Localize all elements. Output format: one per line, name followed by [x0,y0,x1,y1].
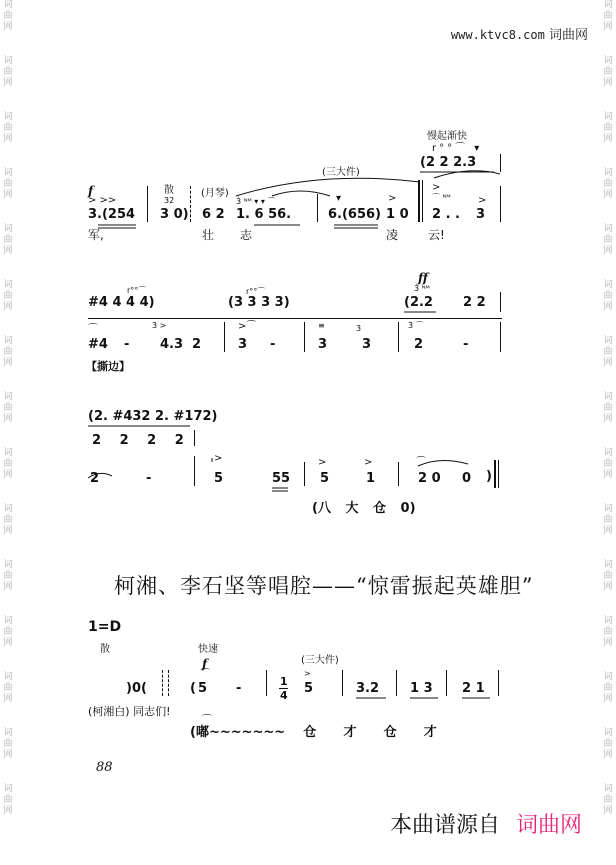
page-number: 88 [96,760,113,775]
fermata: ⌒ [200,669,210,680]
watermark-char: 曲 [3,123,13,133]
time-signature-bottom: 4 [280,689,288,702]
watermark-char: 网 [3,526,13,536]
note-group: 2 2 2 2 [92,433,184,448]
grace-marks: > [304,669,311,678]
site-name: 词曲网 [548,28,588,43]
time-signature-top: 1 [280,675,288,688]
watermark-char: 曲 [3,683,13,693]
watermark-char: 词 [603,280,613,290]
watermark-char: 曲 [3,459,13,469]
watermark-char: 网 [3,22,13,32]
watermark-char: 网 [3,358,13,368]
watermark-char: 曲 [3,291,13,301]
watermark-char: 曲 [3,179,13,189]
note: 1 3 [410,681,433,696]
watermark-char: 网 [603,246,613,256]
watermark-char: 网 [3,414,13,424]
watermark-char: 网 [3,134,13,144]
watermark-char: 词 [603,616,613,626]
accent-marks: > [478,195,487,206]
watermark-char: 曲 [603,739,613,749]
fermata: ⌒ [88,324,98,335]
watermark-char: 词 [3,112,13,122]
watermark-char: 曲 [603,11,613,21]
watermark-char: 曲 [603,403,613,413]
watermark-char: 网 [603,638,613,648]
watermark-char: 词 [603,784,613,794]
watermark-char: 网 [603,302,613,312]
watermark-char: 词 [3,0,13,10]
lyric: 壮 [202,228,215,242]
watermark-char: 曲 [603,179,613,189]
watermark-char: 网 [603,358,613,368]
note: 2 [192,337,202,352]
note-group: 1. 6 56. [236,207,292,222]
watermark-char: 曲 [603,67,613,77]
ornament-marks: ⌒ ᴺᴹ [432,193,451,202]
watermark-char: 曲 [3,739,13,749]
watermark-char: 曲 [3,347,13,357]
watermark-char: 曲 [603,515,613,525]
tempo-marking: 慢起渐快 [427,131,467,142]
watermark-char: 网 [3,246,13,256]
watermark-char: 网 [603,78,613,88]
watermark-char: 词 [603,168,613,178]
watermark-char: 词 [3,728,13,738]
bracket: ) [486,469,492,484]
watermark-char: 网 [603,582,613,592]
grace-marks: r°°⌒ [246,287,266,296]
watermark-char: 词 [3,504,13,514]
note-group: 3 0) [160,207,189,222]
note: 0 [462,471,472,486]
watermark-char: 词 [3,672,13,682]
note-group: (2. #432 2. #172) [88,409,218,424]
fermata: ⌒ [416,457,426,468]
upper-notes: (2 2 2.3 [420,155,477,170]
watermark-char: 词 [603,224,613,234]
footer-brand-link[interactable]: 词曲网 [516,813,583,838]
watermark-char: 词 [603,56,613,66]
note: ( [190,681,196,696]
watermark-char: 曲 [3,795,13,805]
note: 55 [272,471,291,486]
note: 4.3 [160,337,184,352]
note: 2 0 [418,471,441,486]
note: 3 [318,337,328,352]
percussion-line: (嘟~~~~~~~ 仓 才 仓 才 [190,725,437,740]
note: 5 [304,681,314,696]
footer-text: 本曲谱源自 [390,813,501,838]
note: 2 [414,337,424,352]
grace-marks: 3̇ [356,324,362,333]
watermark-char: 曲 [3,403,13,413]
lyric: 志 [240,228,253,242]
tempo-marking: 快速 [198,644,218,655]
note-group: #4 4 4 4) [88,295,155,310]
ornament-marks: 3̇ ᴺᴹ [414,284,430,293]
watermark-char: 网 [603,470,613,480]
san-marking: 散 [164,185,174,196]
watermark-char: 词 [3,224,13,234]
watermark-char: 词 [603,448,613,458]
watermark-char: 网 [603,526,613,536]
lyric: 云! [428,228,445,242]
accent-marks: > >> [88,195,117,206]
grace-marks: r°°⌒ ▾ [432,143,483,154]
watermark-char: 曲 [603,347,613,357]
dynamic-marking: f [88,184,94,198]
accent-marks: > [432,182,441,193]
accent-marks: > [388,193,397,204]
watermark-char: 曲 [3,515,13,525]
note: 3 [238,337,248,352]
note-group: (2.2 [404,295,433,310]
note-group: 2 2 [463,295,486,310]
tremolo-mark: ≡ [318,321,325,330]
note-group: 3.(254 [88,207,136,222]
note: #4 [88,337,108,352]
watermark-char: 曲 [603,795,613,805]
note: 2 1 [462,681,485,696]
watermark-char: 网 [603,694,613,704]
note: 3.2 [356,681,380,696]
watermark-char: 曲 [603,459,613,469]
dynamic-marking: f [202,657,208,671]
san-marking: 散 [100,644,110,655]
watermark-char: 词 [3,448,13,458]
lyric: 凌 [386,228,399,242]
note: - [270,337,276,352]
watermark-char: 曲 [3,571,13,581]
watermark-char: 网 [3,190,13,200]
watermark-char: 网 [603,190,613,200]
fermata: ⌒ [202,715,212,726]
note: - [146,471,152,486]
watermark-char: 词 [3,560,13,570]
watermark-char: 网 [3,302,13,312]
note: 5 [320,471,330,486]
watermark-char: 曲 [603,627,613,637]
note-group: 6.(656) [328,207,382,222]
section-label: 【撕边】 [86,360,130,373]
instrument-label: (三大件) [301,655,339,666]
watermark-char: 网 [603,806,613,816]
watermark-char: 词 [603,112,613,122]
note: 5 [214,471,224,486]
grace-marks: r°°⌒ [127,286,147,295]
watermark-char: 曲 [603,291,613,301]
note: 1 [366,471,376,486]
note-group: 3 [476,207,486,222]
spoken-line: (柯湘白) 同志们! [88,705,171,718]
watermark-char: 曲 [3,235,13,245]
ornament-marks: ▾ [336,193,342,204]
grace-marks: 3̇ > [152,321,167,330]
ornament-marks: 3̇ ⌒ [408,321,424,330]
ornament-marks: 3̇ ᴺᴹ ▾ ▾ ⌒ [236,197,276,206]
note: )0( [126,681,147,696]
watermark-char: 曲 [603,123,613,133]
watermark-char: 词 [3,392,13,402]
key-signature: 1=D [88,619,122,635]
watermark-char: 网 [603,414,613,424]
watermark-char: 词 [603,728,613,738]
watermark-char: 词 [3,616,13,626]
watermark-char: 网 [603,134,613,144]
watermark-char: 网 [3,806,13,816]
note: 5 [198,681,208,696]
accent-marks: > [214,453,223,464]
note: 3 [362,337,372,352]
instrument-label: (月琴) [201,188,229,199]
watermark-char: 词 [603,560,613,570]
accent-marks: > [364,457,373,468]
watermark-char: 网 [3,470,13,480]
watermark-char: 词 [603,0,613,10]
note: 2 [90,471,100,486]
watermark-char: 词 [3,280,13,290]
site-url[interactable]: www.ktvc8.com [450,28,545,42]
accent-marks: > [318,457,327,468]
note-group: (3 3 3 3) [228,295,290,310]
watermark-char: 词 [603,336,613,346]
note: - [236,681,242,696]
watermark-char: 网 [3,694,13,704]
watermark-char: 曲 [603,235,613,245]
watermark-char: 曲 [3,627,13,637]
watermark-char: 词 [603,672,613,682]
watermark-char: 网 [3,638,13,648]
song-title: 柯湘、李石坚等唱腔——“惊雷振起英雄胆” [114,574,534,598]
watermark-char: 词 [603,504,613,514]
watermark-char: 网 [603,22,613,32]
watermark-char: 曲 [603,571,613,581]
note: - [463,337,469,352]
watermark-char: 网 [603,750,613,760]
accent-marks: >⌒ [238,321,257,332]
note-group: 2 . . [432,207,460,222]
watermark-char: 词 [3,784,13,794]
note: - [124,337,130,352]
watermark-char: 曲 [3,11,13,21]
watermark-char: 词 [603,392,613,402]
watermark-char: 曲 [3,67,13,77]
watermark-char: 词 [3,56,13,66]
percussion-line: (八 大 仓 0) [312,501,416,516]
lyric: 军, [88,228,104,242]
instrument-label: (三大件) [322,167,360,178]
watermark-char: 曲 [603,683,613,693]
watermark-char: 词 [3,336,13,346]
watermark-char: 网 [3,582,13,592]
watermark-char: 网 [3,750,13,760]
grace-marks: 3̇2̇ [164,196,175,205]
watermark-char: 网 [3,78,13,88]
dynamic-marking: ff [418,271,428,285]
note-group: 1 0 [386,207,409,222]
note-group: 6 2 [202,207,225,222]
watermark-char: 词 [3,168,13,178]
